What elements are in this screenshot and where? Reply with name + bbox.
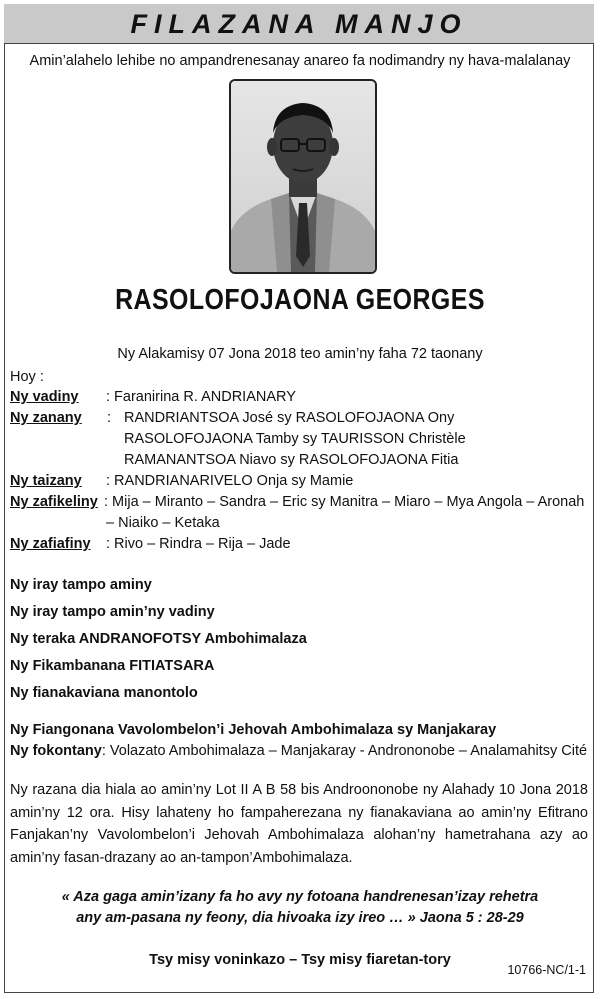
- grandchildren-label: [10, 494, 98, 510]
- children-label-text: Ny zanany: [10, 410, 82, 426]
- mourner-line: Ny fianakaviana manontolo: [10, 685, 198, 701]
- great-grandchildren-label: [10, 536, 91, 552]
- children-line-1: RANDRIANTSOA José sy RASOLOFOJAONA Ony: [124, 410, 455, 426]
- children-line-2: RASOLOFOJAONA Tamby sy TAURISSON Christèle: [124, 431, 466, 447]
- notice-title: FILAZANA MANJO: [130, 9, 468, 39]
- death-date-line: Ny Alakamisy 07 Jona 2018 teo amin’ny faha 72 taonany: [117, 346, 483, 362]
- sibling-label-text: Ny taizany: [10, 473, 82, 489]
- hoy-label: Hoy :: [10, 369, 44, 385]
- grandchildren-line-2: – Niaiko – Ketaka: [106, 515, 220, 531]
- header-banner: [4, 4, 594, 44]
- great-grandchildren-value: : Rivo – Rindra – Rija – Jade: [106, 536, 291, 552]
- widow-label-text: Ny vadiny: [10, 389, 79, 405]
- mourner-line: Ny iray tampo aminy: [10, 577, 152, 593]
- portrait-image: [231, 81, 375, 272]
- church-line: Ny Fiangonana Vavolombelon’i Jehovah Ambohimalaza sy Manjakaray: [10, 722, 497, 738]
- mourner-line: Ny iray tampo amin’ny vadiny: [10, 604, 215, 620]
- quote-line-1: « Aza gaga amin’izany fa ho avy ny fotoana handrenesan’izay rehetra: [61, 889, 539, 905]
- widow-label: [10, 389, 79, 405]
- funeral-paragraph: Ny razana dia hiala ao amin’ny Lot II A B 58 bis Androononobe ny Alahady 10 Jona 2018 amin’ny 12 ora. Hisy lahateny ho fampaherezana ny fianakaviana ao amin’ny Efitrano Fanjakan’ny Vavolombelon’i Jehovah Ambohimalaza alohan’ny hametrahana azy ao amin’ny fasan-drazany ao an-tampon’Ambohimalaza.: [10, 782, 588, 866]
- grandchildren-label-text: Ny zafikeliny: [10, 494, 98, 510]
- great-grandchildren-label-text: Ny zafiafiny: [10, 536, 91, 552]
- grandchildren-line-1: : Mija – Miranto – Sandra – Eric sy Manitra – Miaro – Mya Angola – Aronah: [104, 494, 585, 510]
- fokontany-label: Ny fokontany: [10, 743, 102, 759]
- intro-text: Amin’alahelo lehibe no ampandrenesanay anareo fa nodimandry ny hava-malalanay: [29, 53, 571, 69]
- deceased-name: RASOLOFOJAONA GEORGES: [115, 284, 485, 316]
- footer-note: Tsy misy voninkazo – Tsy misy fiaretan-tory: [149, 952, 451, 968]
- children-label: [10, 410, 82, 426]
- quote-line-2: any am-pasana ny feony, dia hivoaka izy ireo … » Jaona 5 : 28-29: [76, 910, 524, 926]
- mourner-line: Ny Fikambanana FITIATSARA: [10, 658, 215, 674]
- reference-code: 10766-NC/1-1: [507, 963, 586, 977]
- widow-value: : Faranirina R. ANDRIANARY: [106, 389, 296, 405]
- sibling-value: : RANDRIANARIVELO Onja sy Mamie: [106, 473, 354, 489]
- children-colon: :: [107, 410, 112, 426]
- fokontany-value: : Volazato Ambohimalaza – Manjakaray - Andrononobe – Analamahitsy Cité: [101, 743, 588, 759]
- children-line-3: RAMANANTSOA Niavo sy RASOLOFOJAONA Fitia: [124, 452, 459, 468]
- sibling-label: [10, 473, 82, 489]
- fokontany-line: [10, 743, 587, 759]
- mourner-line: Ny teraka ANDRANOFOTSY Ambohimalaza: [10, 631, 307, 647]
- portrait-photo: [229, 79, 377, 274]
